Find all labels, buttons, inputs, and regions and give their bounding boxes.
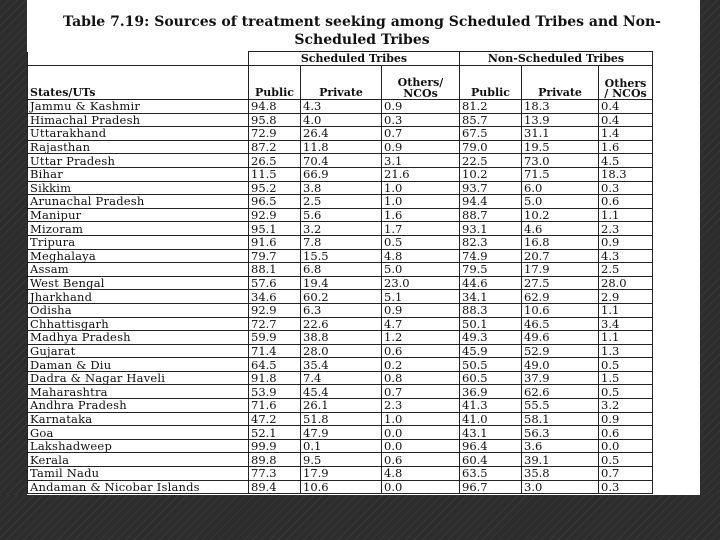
cell-nst-public: 41.0 bbox=[460, 412, 522, 426]
cell-st-public: 11.5 bbox=[249, 167, 301, 181]
cell-st-public: 57.6 bbox=[249, 276, 301, 290]
cell-st-private: 11.8 bbox=[301, 140, 382, 154]
cell-nst-private: 3.6 bbox=[522, 439, 599, 453]
cell-nst-public: 79.5 bbox=[460, 263, 522, 277]
cell-st-public: 91.8 bbox=[249, 371, 301, 385]
state-group-blank bbox=[28, 52, 249, 66]
cell-st-others: 4.8 bbox=[382, 249, 460, 263]
column-header-row bbox=[28, 66, 653, 100]
table-title-line-2: Scheduled Tribes bbox=[294, 32, 430, 48]
cell-st-public: 34.6 bbox=[249, 290, 301, 304]
table-row bbox=[28, 222, 653, 236]
cell-st-private: 6.3 bbox=[301, 303, 382, 317]
cell-st-others: 1.0 bbox=[382, 195, 460, 209]
cell-nst-others: 1.5 bbox=[599, 371, 653, 385]
cell-st-public: 99.9 bbox=[249, 439, 301, 453]
cell-nst-others: 1.1 bbox=[599, 303, 653, 317]
cell-st-public: 92.9 bbox=[249, 208, 301, 222]
cell-state: Kerala bbox=[28, 453, 249, 467]
table-row bbox=[28, 127, 653, 141]
cell-nst-others: 0.5 bbox=[599, 358, 653, 372]
cell-st-others: 1.0 bbox=[382, 181, 460, 195]
cell-state: West Bengal bbox=[28, 276, 249, 290]
cell-nst-others: 0.3 bbox=[599, 181, 653, 195]
cell-nst-others: 1.3 bbox=[599, 344, 653, 358]
table-row bbox=[28, 167, 653, 181]
cell-nst-private: 71.5 bbox=[522, 167, 599, 181]
cell-nst-private: 4.6 bbox=[522, 222, 599, 236]
cell-nst-private: 31.1 bbox=[522, 127, 599, 141]
cell-nst-others: 3.4 bbox=[599, 317, 653, 331]
cell-nst-others: 0.4 bbox=[599, 113, 653, 127]
non-scheduled-tribes-header: Non-Scheduled Tribes bbox=[460, 52, 653, 66]
cell-st-private: 38.8 bbox=[301, 331, 382, 345]
cell-nst-private: 10.2 bbox=[522, 208, 599, 222]
cell-st-others: 21.6 bbox=[382, 167, 460, 181]
cell-st-others: 0.0 bbox=[382, 426, 460, 440]
cell-st-others: 0.3 bbox=[382, 113, 460, 127]
cell-st-private: 5.6 bbox=[301, 208, 382, 222]
table-row bbox=[28, 385, 653, 399]
table-row bbox=[28, 358, 653, 372]
cell-st-private: 4.0 bbox=[301, 113, 382, 127]
cell-nst-others: 0.5 bbox=[599, 453, 653, 467]
table-row bbox=[28, 344, 653, 358]
cell-nst-others: 0.9 bbox=[599, 235, 653, 249]
cell-st-public: 95.2 bbox=[249, 181, 301, 195]
cell-st-public: 71.4 bbox=[249, 344, 301, 358]
cell-nst-others: 4.5 bbox=[599, 154, 653, 168]
cell-nst-private: 49.0 bbox=[522, 358, 599, 372]
scheduled-tribes-header: Scheduled Tribes bbox=[249, 52, 460, 66]
cell-state: Goa bbox=[28, 426, 249, 440]
cell-state: Lakshadweep bbox=[28, 439, 249, 453]
cell-nst-public: 50.5 bbox=[460, 358, 522, 372]
table-row bbox=[28, 412, 653, 426]
cell-nst-others: 4.3 bbox=[599, 249, 653, 263]
table-row bbox=[28, 113, 653, 127]
cell-nst-others: 2.5 bbox=[599, 263, 653, 277]
cell-st-private: 51.8 bbox=[301, 412, 382, 426]
table-body bbox=[28, 100, 653, 494]
cell-st-private: 26.1 bbox=[301, 399, 382, 413]
cell-nst-public: 34.1 bbox=[460, 290, 522, 304]
cell-nst-public: 36.9 bbox=[460, 385, 522, 399]
cell-st-public: 94.8 bbox=[249, 100, 301, 114]
cell-st-others: 0.5 bbox=[382, 235, 460, 249]
table-row bbox=[28, 181, 653, 195]
treatment-sources-table bbox=[27, 51, 653, 494]
cell-st-public: 71.6 bbox=[249, 399, 301, 413]
cell-st-public: 72.9 bbox=[249, 127, 301, 141]
cell-state: Arunachal Pradesh bbox=[28, 195, 249, 209]
cell-st-private: 28.0 bbox=[301, 344, 382, 358]
table-row bbox=[28, 154, 653, 168]
cell-st-public: 47.2 bbox=[249, 412, 301, 426]
cell-st-private: 60.2 bbox=[301, 290, 382, 304]
cell-st-others: 1.0 bbox=[382, 412, 460, 426]
cell-st-private: 3.8 bbox=[301, 181, 382, 195]
cell-st-private: 0.1 bbox=[301, 439, 382, 453]
cell-nst-private: 6.0 bbox=[522, 181, 599, 195]
cell-nst-private: 73.0 bbox=[522, 154, 599, 168]
cell-st-others: 5.1 bbox=[382, 290, 460, 304]
slide-frame-right bbox=[700, 0, 720, 540]
cell-nst-public: 44.6 bbox=[460, 276, 522, 290]
cell-st-public: 53.9 bbox=[249, 385, 301, 399]
cell-nst-private: 3.0 bbox=[522, 480, 599, 494]
cell-st-private: 7.8 bbox=[301, 235, 382, 249]
cell-state: Himachal Pradesh bbox=[28, 113, 249, 127]
col-header-st-public: Public bbox=[249, 66, 301, 100]
table-title-line-1: Table 7.19: Sources of treatment seeking among Scheduled Tribes and Non- bbox=[63, 14, 661, 30]
cell-nst-others: 18.3 bbox=[599, 167, 653, 181]
table-row bbox=[28, 290, 653, 304]
cell-st-public: 26.5 bbox=[249, 154, 301, 168]
cell-nst-private: 46.5 bbox=[522, 317, 599, 331]
cell-nst-private: 19.5 bbox=[522, 140, 599, 154]
cell-st-public: 77.3 bbox=[249, 467, 301, 481]
cell-st-others: 0.7 bbox=[382, 385, 460, 399]
cell-nst-others: 0.4 bbox=[599, 100, 653, 114]
cell-st-others: 4.8 bbox=[382, 467, 460, 481]
cell-nst-others: 2.9 bbox=[599, 290, 653, 304]
cell-st-others: 2.3 bbox=[382, 399, 460, 413]
cell-st-public: 92.9 bbox=[249, 303, 301, 317]
cell-nst-others: 0.6 bbox=[599, 195, 653, 209]
cell-nst-public: 63.5 bbox=[460, 467, 522, 481]
cell-nst-private: 39.1 bbox=[522, 453, 599, 467]
col-header-nst-private: Private bbox=[522, 66, 599, 100]
cell-st-public: 89.4 bbox=[249, 480, 301, 494]
cell-state: Chhattisgarh bbox=[28, 317, 249, 331]
cell-state: Sikkim bbox=[28, 181, 249, 195]
cell-nst-others: 0.7 bbox=[599, 467, 653, 481]
cell-state: Tamil Nadu bbox=[28, 467, 249, 481]
cell-st-private: 17.9 bbox=[301, 467, 382, 481]
cell-nst-public: 93.7 bbox=[460, 181, 522, 195]
cell-state: Manipur bbox=[28, 208, 249, 222]
cell-nst-private: 27.5 bbox=[522, 276, 599, 290]
cell-st-others: 4.7 bbox=[382, 317, 460, 331]
cell-nst-private: 18.3 bbox=[522, 100, 599, 114]
cell-nst-others: 0.3 bbox=[599, 480, 653, 494]
cell-nst-public: 85.7 bbox=[460, 113, 522, 127]
cell-nst-others: 28.0 bbox=[599, 276, 653, 290]
col-header-state: States/UTs bbox=[28, 66, 249, 100]
col-header-st-others: Others/ NCOs bbox=[382, 66, 460, 100]
cell-st-private: 22.6 bbox=[301, 317, 382, 331]
cell-nst-others: 1.6 bbox=[599, 140, 653, 154]
cell-state: Bihar bbox=[28, 167, 249, 181]
cell-nst-public: 96.4 bbox=[460, 439, 522, 453]
table-row bbox=[28, 276, 653, 290]
cell-state: Andaman & Nicobar Islands bbox=[28, 480, 249, 494]
cell-nst-private: 55.5 bbox=[522, 399, 599, 413]
table-row bbox=[28, 317, 653, 331]
cell-st-others: 0.9 bbox=[382, 100, 460, 114]
cell-nst-public: 74.9 bbox=[460, 249, 522, 263]
table-row bbox=[28, 426, 653, 440]
cell-state: Daman & Diu bbox=[28, 358, 249, 372]
cell-nst-private: 56.3 bbox=[522, 426, 599, 440]
table-row bbox=[28, 140, 653, 154]
cell-st-others: 1.6 bbox=[382, 208, 460, 222]
cell-st-others: 0.6 bbox=[382, 344, 460, 358]
cell-nst-public: 88.7 bbox=[460, 208, 522, 222]
cell-st-others: 0.2 bbox=[382, 358, 460, 372]
cell-st-private: 70.4 bbox=[301, 154, 382, 168]
document-page bbox=[27, 0, 700, 495]
cell-st-others: 23.0 bbox=[382, 276, 460, 290]
cell-nst-private: 20.7 bbox=[522, 249, 599, 263]
cell-nst-public: 45.9 bbox=[460, 344, 522, 358]
cell-st-others: 0.0 bbox=[382, 439, 460, 453]
table-row bbox=[28, 195, 653, 209]
cell-state: Dadra & Nagar Haveli bbox=[28, 371, 249, 385]
table-row bbox=[28, 480, 653, 494]
cell-state: Uttarakhand bbox=[28, 127, 249, 141]
cell-state: Madhya Pradesh bbox=[28, 331, 249, 345]
cell-nst-others: 2.3 bbox=[599, 222, 653, 236]
table-row bbox=[28, 399, 653, 413]
cell-st-private: 66.9 bbox=[301, 167, 382, 181]
cell-nst-public: 93.1 bbox=[460, 222, 522, 236]
cell-nst-private: 35.8 bbox=[522, 467, 599, 481]
cell-state: Jharkhand bbox=[28, 290, 249, 304]
table-row bbox=[28, 453, 653, 467]
cell-state: Mizoram bbox=[28, 222, 249, 236]
cell-nst-others: 1.1 bbox=[599, 208, 653, 222]
table-row bbox=[28, 235, 653, 249]
cell-nst-public: 88.3 bbox=[460, 303, 522, 317]
cell-state: Meghalaya bbox=[28, 249, 249, 263]
table-row bbox=[28, 331, 653, 345]
cell-st-public: 95.8 bbox=[249, 113, 301, 127]
cell-st-public: 52.1 bbox=[249, 426, 301, 440]
cell-state: Karnataka bbox=[28, 412, 249, 426]
cell-state: Odisha bbox=[28, 303, 249, 317]
table-row bbox=[28, 467, 653, 481]
cell-nst-public: 79.0 bbox=[460, 140, 522, 154]
cell-state: Uttar Pradesh bbox=[28, 154, 249, 168]
cell-nst-public: 43.1 bbox=[460, 426, 522, 440]
cell-st-public: 89.8 bbox=[249, 453, 301, 467]
cell-nst-public: 82.3 bbox=[460, 235, 522, 249]
cell-st-private: 3.2 bbox=[301, 222, 382, 236]
cell-nst-public: 10.2 bbox=[460, 167, 522, 181]
table-row bbox=[28, 439, 653, 453]
cell-st-private: 47.9 bbox=[301, 426, 382, 440]
cell-st-public: 96.5 bbox=[249, 195, 301, 209]
cell-st-private: 15.5 bbox=[301, 249, 382, 263]
cell-st-private: 26.4 bbox=[301, 127, 382, 141]
table-row bbox=[28, 371, 653, 385]
slide-frame-bottom bbox=[0, 495, 720, 540]
cell-state: Assam bbox=[28, 263, 249, 277]
table-row bbox=[28, 303, 653, 317]
cell-st-public: 79.7 bbox=[249, 249, 301, 263]
cell-st-others: 0.9 bbox=[382, 140, 460, 154]
cell-nst-public: 67.5 bbox=[460, 127, 522, 141]
cell-nst-private: 49.6 bbox=[522, 331, 599, 345]
cell-state: Rajasthan bbox=[28, 140, 249, 154]
cell-nst-private: 5.0 bbox=[522, 195, 599, 209]
cell-nst-private: 16.8 bbox=[522, 235, 599, 249]
cell-st-private: 10.6 bbox=[301, 480, 382, 494]
cell-st-public: 72.7 bbox=[249, 317, 301, 331]
cell-st-private: 45.4 bbox=[301, 385, 382, 399]
cell-nst-private: 37.9 bbox=[522, 371, 599, 385]
cell-nst-others: 0.9 bbox=[599, 412, 653, 426]
cell-st-public: 59.9 bbox=[249, 331, 301, 345]
cell-nst-others: 1.1 bbox=[599, 331, 653, 345]
cell-nst-private: 58.1 bbox=[522, 412, 599, 426]
cell-nst-public: 81.2 bbox=[460, 100, 522, 114]
slide-frame-left bbox=[0, 0, 27, 540]
cell-st-public: 88.1 bbox=[249, 263, 301, 277]
cell-st-private: 4.3 bbox=[301, 100, 382, 114]
table-row bbox=[28, 249, 653, 263]
cell-st-others: 3.1 bbox=[382, 154, 460, 168]
col-header-nst-others: Others / NCOs bbox=[599, 66, 653, 100]
cell-state: Tripura bbox=[28, 235, 249, 249]
cell-nst-others: 0.6 bbox=[599, 426, 653, 440]
cell-st-private: 6.8 bbox=[301, 263, 382, 277]
cell-nst-public: 49.3 bbox=[460, 331, 522, 345]
cell-st-private: 19.4 bbox=[301, 276, 382, 290]
cell-state: Andhra Pradesh bbox=[28, 399, 249, 413]
cell-st-others: 0.9 bbox=[382, 303, 460, 317]
cell-st-private: 2.5 bbox=[301, 195, 382, 209]
col-header-st-private: Private bbox=[301, 66, 382, 100]
cell-st-private: 35.4 bbox=[301, 358, 382, 372]
cell-nst-public: 94.4 bbox=[460, 195, 522, 209]
group-header-row bbox=[28, 52, 653, 66]
cell-nst-public: 41.3 bbox=[460, 399, 522, 413]
cell-st-others: 0.6 bbox=[382, 453, 460, 467]
table-row bbox=[28, 263, 653, 277]
cell-st-public: 87.2 bbox=[249, 140, 301, 154]
cell-st-others: 5.0 bbox=[382, 263, 460, 277]
cell-nst-private: 52.9 bbox=[522, 344, 599, 358]
cell-nst-public: 60.4 bbox=[460, 453, 522, 467]
cell-nst-private: 13.9 bbox=[522, 113, 599, 127]
cell-state: Gujarat bbox=[28, 344, 249, 358]
table-row bbox=[28, 208, 653, 222]
cell-state: Maharashtra bbox=[28, 385, 249, 399]
col-header-nst-public: Public bbox=[460, 66, 522, 100]
cell-st-others: 1.7 bbox=[382, 222, 460, 236]
cell-nst-others: 0.5 bbox=[599, 385, 653, 399]
cell-nst-private: 17.9 bbox=[522, 263, 599, 277]
cell-st-others: 1.2 bbox=[382, 331, 460, 345]
cell-nst-private: 62.9 bbox=[522, 290, 599, 304]
cell-st-others: 0.7 bbox=[382, 127, 460, 141]
cell-st-private: 7.4 bbox=[301, 371, 382, 385]
cell-st-public: 91.6 bbox=[249, 235, 301, 249]
cell-nst-private: 62.6 bbox=[522, 385, 599, 399]
cell-st-public: 64.5 bbox=[249, 358, 301, 372]
cell-nst-public: 50.1 bbox=[460, 317, 522, 331]
cell-nst-public: 96.7 bbox=[460, 480, 522, 494]
table-row bbox=[28, 100, 653, 114]
cell-nst-others: 3.2 bbox=[599, 399, 653, 413]
cell-st-others: 0.8 bbox=[382, 371, 460, 385]
cell-nst-others: 1.4 bbox=[599, 127, 653, 141]
cell-st-others: 0.0 bbox=[382, 480, 460, 494]
cell-nst-others: 0.0 bbox=[599, 439, 653, 453]
table-container bbox=[27, 51, 653, 494]
cell-nst-private: 10.6 bbox=[522, 303, 599, 317]
cell-nst-public: 22.5 bbox=[460, 154, 522, 168]
cell-st-private: 9.5 bbox=[301, 453, 382, 467]
cell-st-public: 95.1 bbox=[249, 222, 301, 236]
cell-nst-public: 60.5 bbox=[460, 371, 522, 385]
cell-state: Jammu & Kashmir bbox=[28, 100, 249, 114]
